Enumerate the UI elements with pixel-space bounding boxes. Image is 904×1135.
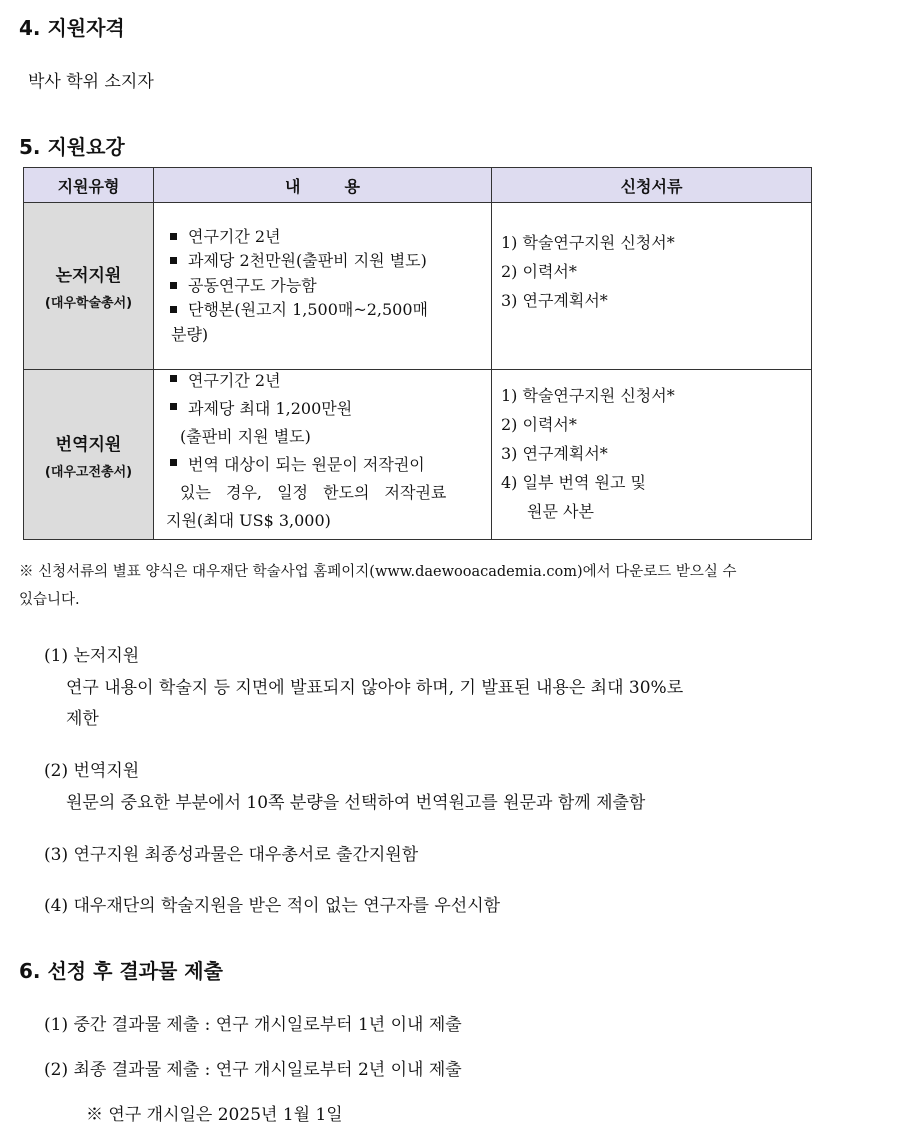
row-docs-cell: [492, 203, 812, 370]
table-header-row: [24, 168, 812, 203]
doc-item: 3) 연구계획서*: [501, 444, 608, 463]
content-bullet: 연구기간 2년: [166, 225, 483, 250]
row-content-cell: [154, 370, 492, 540]
content-bullet: 단행본(원고지 1,500매~2,500매: [166, 298, 483, 323]
item-1-body-line1: 연구 내용이 학술지 등 지면에 발표되지 않아야 하며, 기 발표된 내용은 최대 30%로: [66, 678, 684, 698]
doc-item: 1) 학술연구지원 신청서*: [501, 233, 675, 252]
forms-note-line2: 있습니다.: [19, 592, 80, 608]
content-bullet: 과제당 2천만원(출판비 지원 별도): [166, 249, 483, 274]
row-type-cell: [24, 370, 154, 540]
header-docs: 신청서류: [492, 168, 812, 203]
item-1-title: (1) 논저지원: [44, 646, 140, 666]
header-type: 지원유형: [24, 168, 154, 203]
doc-item: 2) 이력서*: [501, 262, 577, 281]
bullet-square-icon: [170, 233, 177, 240]
bullet-square-icon: [170, 459, 177, 466]
section-6-note: ※ 연구 개시일은 2025년 1월 1일: [86, 1105, 343, 1125]
item-4: (4) 대우재단의 학술지원을 받은 적이 없는 연구자를 우선시함: [44, 896, 501, 916]
header-content-b: 용: [344, 176, 360, 196]
item-3: (3) 연구지원 최종성과물은 대우총서로 출간지원함: [44, 845, 419, 865]
bullet-square-icon: [170, 282, 177, 289]
doc-item: 2) 이력서*: [501, 415, 577, 434]
bullet-square-icon: [170, 306, 177, 313]
doc-item-continuation: 원문 사본: [527, 502, 594, 521]
doc-item: 4) 일부 번역 원고 및: [501, 473, 646, 492]
row-docs-cell: [492, 370, 812, 540]
header-content-a: 내: [285, 176, 301, 196]
content-bullet: 공동연구도 가능함: [166, 274, 483, 299]
requirements-table: [23, 167, 812, 540]
bullet-square-icon: [170, 403, 177, 410]
row-type: 논저지원: [55, 266, 122, 286]
doc-item: 3) 연구계획서*: [501, 291, 608, 310]
item-1-body-line2: 제한: [66, 709, 99, 729]
section-4-body: 박사 학위 소지자: [28, 72, 154, 92]
content-bullet: 연구기간 2년: [166, 367, 483, 395]
bullet-square-icon: [170, 375, 177, 382]
row-type: 번역지원: [55, 434, 122, 455]
table-row: [24, 370, 812, 540]
section-5-title: 5. 지원요강: [19, 135, 125, 159]
bullet-square-icon: [170, 257, 177, 264]
row-content-cell: [154, 203, 492, 370]
section-4-title: 4. 지원자격: [19, 16, 125, 40]
content-continuation: 있는 경우, 일정 한도의 저작권료: [180, 483, 447, 502]
item-2-title: (2) 번역지원: [44, 761, 140, 781]
section-6-title: 6. 선정 후 결과물 제출: [19, 959, 223, 983]
content-continuation: (출판비 지원 별도): [180, 427, 311, 446]
row-subtype: (대우고전총서): [44, 464, 133, 480]
doc-item: 1) 학술연구지원 신청서*: [501, 386, 675, 405]
section-6-item-2: (2) 최종 결과물 제출 : 연구 개시일로부터 2년 이내 제출: [44, 1060, 462, 1080]
row-type-cell: [24, 203, 154, 370]
section-6-item-1: (1) 중간 결과물 제출 : 연구 개시일로부터 1년 이내 제출: [44, 1015, 462, 1035]
forms-note-line1: ※ 신청서류의 별표 양식은 대우재단 학술사업 홈페이지(www.daewooacademia.com)에서 다운로드 받으실 수: [19, 564, 737, 580]
header-content: [154, 168, 492, 203]
item-2-body: 원문의 중요한 부분에서 10쪽 분량을 선택하여 번역원고를 원문과 함께 제출함: [66, 793, 646, 813]
content-bullet: 과제당 최대 1,200만원: [166, 395, 483, 423]
table-row: [24, 203, 812, 370]
row-subtype: (대우학술총서): [44, 296, 133, 311]
content-continuation: 지원(최대 US$ 3,000): [166, 511, 331, 530]
content-continuation: 분량): [171, 324, 209, 344]
content-bullet: 번역 대상이 되는 원문이 저작권이: [166, 451, 483, 479]
